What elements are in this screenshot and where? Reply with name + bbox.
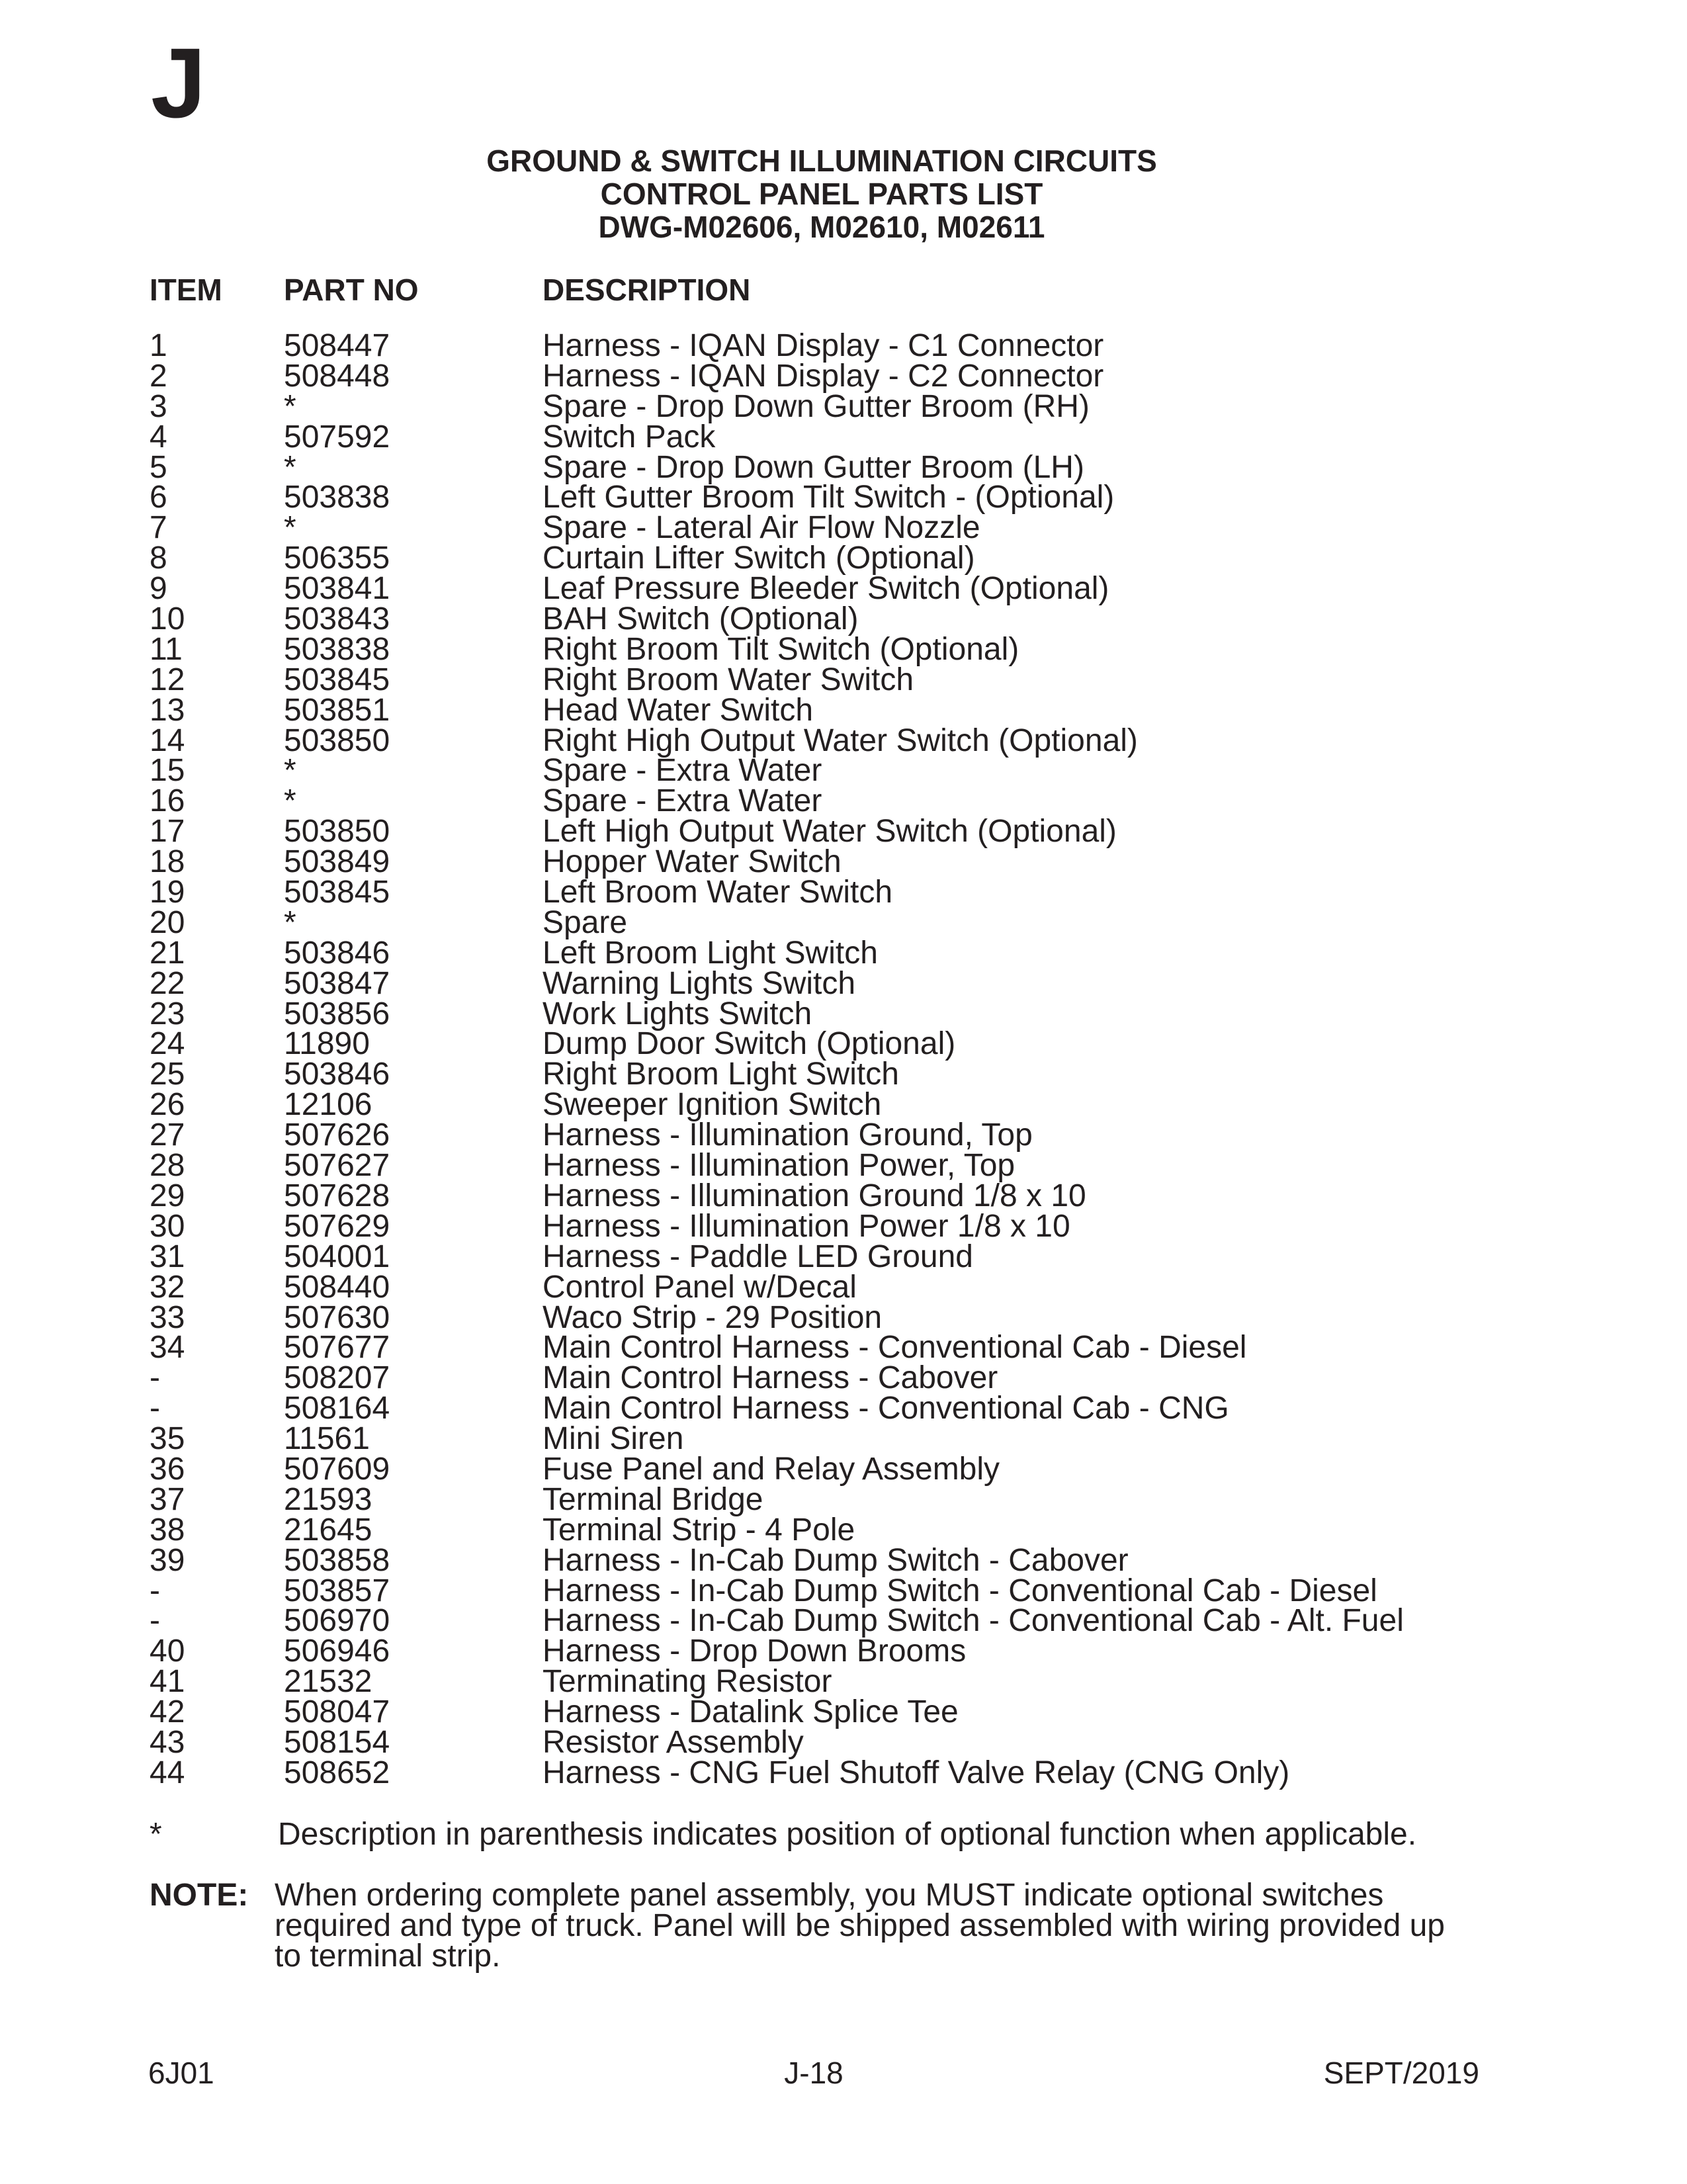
part-number: 503838 bbox=[284, 480, 390, 515]
note-label: NOTE: bbox=[150, 1878, 249, 1913]
part-number: 503850 bbox=[284, 722, 390, 758]
table-row bbox=[0, 904, 1687, 940]
part-description: Sweeper Ignition Switch bbox=[542, 1087, 882, 1123]
table-row bbox=[0, 1724, 1687, 1760]
footnote-text: Description in parenthesis indicates position of optional function when applicable. bbox=[278, 1817, 1417, 1852]
item-number: 4 bbox=[150, 419, 167, 455]
part-number: 508047 bbox=[284, 1694, 390, 1730]
title-line-1: GROUND & SWITCH ILLUMINATION CIRCUITS bbox=[486, 144, 1157, 178]
item-number: 19 bbox=[150, 875, 185, 910]
part-number: 503847 bbox=[284, 965, 390, 1001]
part-number: 507628 bbox=[284, 1178, 390, 1213]
item-number: 21 bbox=[150, 935, 185, 971]
item-number: - bbox=[150, 1603, 160, 1639]
table-row bbox=[0, 965, 1687, 1001]
table-row bbox=[0, 1694, 1687, 1730]
part-number: 503841 bbox=[284, 571, 390, 607]
part-description: Head Water Switch bbox=[542, 692, 814, 728]
part-description: Harness - Illumination Ground 1/8 x 10 bbox=[542, 1178, 1086, 1213]
part-description: Harness - In-Cab Dump Switch - Conventional Cab - Diesel bbox=[542, 1573, 1377, 1608]
item-number: 35 bbox=[150, 1421, 185, 1457]
item-number: 27 bbox=[150, 1117, 185, 1153]
part-number: 508207 bbox=[284, 1360, 390, 1396]
parts-list bbox=[0, 328, 1687, 1790]
item-number: 16 bbox=[150, 783, 185, 819]
part-description: Harness - IQAN Display - C2 Connector bbox=[542, 358, 1104, 394]
item-number: 9 bbox=[150, 571, 167, 607]
part-description: Hopper Water Switch bbox=[542, 844, 842, 880]
item-number: 14 bbox=[150, 722, 185, 758]
part-number: 506970 bbox=[284, 1603, 390, 1639]
table-row bbox=[0, 814, 1687, 850]
part-description: Main Control Harness - Cabover bbox=[542, 1360, 998, 1396]
title-line-2: CONTROL PANEL PARTS LIST bbox=[600, 177, 1043, 211]
table-row bbox=[0, 1208, 1687, 1244]
table-row bbox=[0, 1026, 1687, 1062]
part-description: Mini Siren bbox=[542, 1421, 684, 1457]
footnote-mark: * bbox=[150, 1817, 162, 1852]
part-number: 506946 bbox=[284, 1634, 390, 1669]
part-description: Spare bbox=[542, 904, 628, 940]
part-number: 503845 bbox=[284, 875, 390, 910]
part-description: Right Broom Water Switch bbox=[542, 662, 914, 697]
part-number: 503856 bbox=[284, 996, 390, 1031]
part-number: 503846 bbox=[284, 935, 390, 971]
part-description: Main Control Harness - Conventional Cab - Diesel bbox=[542, 1330, 1247, 1366]
part-description: Switch Pack bbox=[542, 419, 716, 455]
parts-table-header bbox=[0, 270, 1687, 310]
table-row bbox=[0, 1755, 1687, 1790]
item-number: 28 bbox=[150, 1148, 185, 1184]
table-row bbox=[0, 935, 1687, 971]
part-description: Harness - In-Cab Dump Switch - Conventional Cab - Alt. Fuel bbox=[542, 1603, 1404, 1639]
part-number: * bbox=[284, 783, 296, 819]
part-number: 506355 bbox=[284, 541, 390, 576]
section-letter: J bbox=[151, 27, 206, 138]
part-description: Spare - Extra Water bbox=[542, 753, 822, 789]
table-row bbox=[0, 482, 1687, 513]
part-description: Warning Lights Switch bbox=[542, 965, 856, 1001]
footer-doc-code: 6J01 bbox=[148, 2056, 214, 2090]
table-row bbox=[0, 692, 1687, 728]
table-row bbox=[0, 631, 1687, 667]
table-row bbox=[0, 510, 1687, 546]
part-description: Right High Output Water Switch (Optional) bbox=[542, 722, 1138, 758]
item-number: 38 bbox=[150, 1512, 185, 1548]
part-number: 503858 bbox=[284, 1542, 390, 1578]
part-number: 503838 bbox=[284, 631, 390, 667]
table-row bbox=[0, 1664, 1687, 1700]
table-row bbox=[0, 1059, 1687, 1090]
item-number: 12 bbox=[150, 662, 185, 697]
part-description: Work Lights Switch bbox=[542, 996, 812, 1031]
part-number: 508440 bbox=[284, 1269, 390, 1305]
part-description: Curtain Lifter Switch (Optional) bbox=[542, 541, 975, 576]
table-row bbox=[0, 419, 1687, 455]
part-description: Right Broom Light Switch bbox=[542, 1057, 899, 1092]
part-number: 504001 bbox=[284, 1239, 390, 1274]
part-number: 507609 bbox=[284, 1451, 390, 1487]
item-number: 5 bbox=[150, 449, 167, 485]
item-number: 8 bbox=[150, 541, 167, 576]
item-number: 3 bbox=[150, 388, 167, 424]
table-row bbox=[0, 328, 1687, 363]
table-row bbox=[0, 449, 1687, 485]
item-number: - bbox=[150, 1573, 160, 1608]
part-description: Terminal Strip - 4 Pole bbox=[542, 1512, 855, 1548]
table-row bbox=[0, 1330, 1687, 1366]
part-description: Terminating Resistor bbox=[542, 1664, 832, 1700]
part-description: Left Broom Water Switch bbox=[542, 875, 893, 910]
item-number: 26 bbox=[150, 1087, 185, 1123]
part-number: 508652 bbox=[284, 1755, 390, 1790]
part-number: 503849 bbox=[284, 844, 390, 880]
footer-date: SEPT/2019 bbox=[1323, 2056, 1479, 2090]
part-description: Harness - In-Cab Dump Switch - Cabover bbox=[542, 1542, 1129, 1578]
item-number: 31 bbox=[150, 1239, 185, 1274]
part-number: 12106 bbox=[284, 1087, 372, 1123]
table-row bbox=[0, 753, 1687, 789]
part-number: * bbox=[284, 388, 296, 424]
table-row bbox=[0, 1360, 1687, 1396]
part-number: 507627 bbox=[284, 1148, 390, 1184]
table-row bbox=[0, 601, 1687, 637]
item-number: 15 bbox=[150, 753, 185, 789]
item-number: 33 bbox=[150, 1299, 185, 1335]
table-row bbox=[0, 1573, 1687, 1608]
part-description: Harness - Datalink Splice Tee bbox=[542, 1694, 959, 1730]
part-description: Left Broom Light Switch bbox=[542, 935, 878, 971]
item-number: - bbox=[150, 1360, 160, 1396]
item-number: 6 bbox=[150, 480, 167, 515]
table-row bbox=[0, 1542, 1687, 1578]
table-row bbox=[0, 1117, 1687, 1153]
item-number: 36 bbox=[150, 1451, 185, 1487]
document-title bbox=[0, 144, 1643, 243]
part-description: Fuse Panel and Relay Assembly bbox=[542, 1451, 1000, 1487]
table-row bbox=[0, 844, 1687, 880]
table-row bbox=[0, 571, 1687, 607]
part-number: 507677 bbox=[284, 1330, 390, 1366]
table-row bbox=[0, 1148, 1687, 1184]
table-row bbox=[0, 877, 1687, 908]
table-row bbox=[0, 358, 1687, 394]
part-description: Spare - Drop Down Gutter Broom (RH) bbox=[542, 388, 1090, 424]
item-number: - bbox=[150, 1391, 160, 1426]
table-row bbox=[0, 1512, 1687, 1548]
table-row bbox=[0, 1421, 1687, 1457]
column-header-item: ITEM bbox=[150, 273, 222, 307]
table-row bbox=[0, 1269, 1687, 1305]
part-description: Harness - Illumination Power, Top bbox=[542, 1148, 1016, 1184]
table-row bbox=[0, 1239, 1687, 1274]
part-number: 503850 bbox=[284, 814, 390, 850]
item-number: 29 bbox=[150, 1178, 185, 1213]
part-description: Waco Strip - 29 Position bbox=[542, 1299, 883, 1335]
part-description: Control Panel w/Decal bbox=[542, 1269, 857, 1305]
part-description: Harness - Paddle LED Ground bbox=[542, 1239, 973, 1274]
part-number: 507629 bbox=[284, 1208, 390, 1244]
part-description: Harness - Drop Down Brooms bbox=[542, 1634, 967, 1669]
part-number: 21593 bbox=[284, 1481, 372, 1517]
table-row bbox=[0, 1178, 1687, 1213]
item-number: 11 bbox=[150, 631, 183, 667]
item-number: 30 bbox=[150, 1208, 185, 1244]
part-number: * bbox=[284, 449, 296, 485]
part-number: * bbox=[284, 753, 296, 789]
part-number: 508448 bbox=[284, 358, 390, 394]
part-number: 503846 bbox=[284, 1057, 390, 1092]
part-number: 11561 bbox=[284, 1421, 370, 1457]
part-number: 508447 bbox=[284, 328, 390, 363]
part-number: 503851 bbox=[284, 692, 390, 728]
item-number: 23 bbox=[150, 996, 185, 1031]
item-number: 44 bbox=[150, 1755, 185, 1790]
part-description: Harness - Illumination Ground, Top bbox=[542, 1117, 1033, 1153]
item-number: 43 bbox=[150, 1724, 185, 1760]
part-number: * bbox=[284, 904, 296, 940]
part-description: Resistor Assembly bbox=[542, 1724, 804, 1760]
part-number: 507592 bbox=[284, 419, 390, 455]
part-description: Harness - IQAN Display - C1 Connector bbox=[542, 328, 1104, 363]
part-description: Harness - Illumination Power 1/8 x 10 bbox=[542, 1208, 1070, 1244]
item-number: 17 bbox=[150, 814, 185, 850]
part-number: 507630 bbox=[284, 1299, 390, 1335]
column-header-part-no: PART NO bbox=[284, 273, 419, 307]
part-description: Left High Output Water Switch (Optional) bbox=[542, 814, 1117, 850]
table-row bbox=[0, 1393, 1687, 1424]
table-row bbox=[0, 1636, 1687, 1667]
table-row bbox=[0, 1603, 1687, 1639]
item-number: 40 bbox=[150, 1634, 185, 1669]
table-row bbox=[0, 1451, 1687, 1487]
item-number: 32 bbox=[150, 1269, 185, 1305]
table-row bbox=[0, 388, 1687, 424]
item-number: 41 bbox=[150, 1664, 185, 1700]
table-row bbox=[0, 1299, 1687, 1335]
part-number: 503845 bbox=[284, 662, 390, 697]
part-number: 508154 bbox=[284, 1724, 390, 1760]
part-description: Dump Door Switch (Optional) bbox=[542, 1026, 956, 1062]
part-number: 503857 bbox=[284, 1573, 390, 1608]
part-number: 507626 bbox=[284, 1117, 390, 1153]
item-number: 20 bbox=[150, 904, 185, 940]
item-number: 39 bbox=[150, 1542, 185, 1578]
item-number: 42 bbox=[150, 1694, 185, 1730]
part-description: Leaf Pressure Bleeder Switch (Optional) bbox=[542, 571, 1109, 607]
table-row bbox=[0, 543, 1687, 574]
part-description: Terminal Bridge bbox=[542, 1481, 763, 1517]
column-header-description: DESCRIPTION bbox=[542, 273, 751, 307]
item-number: 2 bbox=[150, 358, 167, 394]
table-row bbox=[0, 1481, 1687, 1517]
part-description: Right Broom Tilt Switch (Optional) bbox=[542, 631, 1019, 667]
part-description: Spare - Extra Water bbox=[542, 783, 822, 819]
table-row bbox=[0, 722, 1687, 758]
part-number: 503843 bbox=[284, 601, 390, 637]
part-description: Main Control Harness - Conventional Cab - CNG bbox=[542, 1391, 1229, 1426]
item-number: 7 bbox=[150, 510, 167, 546]
table-row bbox=[0, 662, 1687, 697]
part-number: 21645 bbox=[284, 1512, 372, 1548]
table-row bbox=[0, 1087, 1687, 1123]
item-number: 13 bbox=[150, 692, 185, 728]
part-number: * bbox=[284, 510, 296, 546]
part-number: 21532 bbox=[284, 1664, 372, 1700]
table-row bbox=[0, 996, 1687, 1031]
item-number: 37 bbox=[150, 1481, 185, 1517]
item-number: 18 bbox=[150, 844, 185, 880]
part-description: Spare - Lateral Air Flow Nozzle bbox=[542, 510, 980, 546]
footer-page-number: J-18 bbox=[784, 2056, 844, 2090]
item-number: 25 bbox=[150, 1057, 185, 1092]
table-row bbox=[0, 783, 1687, 819]
item-number: 34 bbox=[150, 1330, 185, 1366]
item-number: 1 bbox=[150, 328, 167, 363]
item-number: 22 bbox=[150, 965, 185, 1001]
part-description: Spare - Drop Down Gutter Broom (LH) bbox=[542, 449, 1084, 485]
part-description: BAH Switch (Optional) bbox=[542, 601, 859, 637]
part-description: Left Gutter Broom Tilt Switch - (Optional) bbox=[542, 480, 1115, 515]
item-number: 24 bbox=[150, 1026, 185, 1062]
title-line-3: DWG-M02606, M02610, M02611 bbox=[598, 210, 1045, 244]
part-number: 508164 bbox=[284, 1391, 390, 1426]
part-description: Harness - CNG Fuel Shutoff Valve Relay (CNG Only) bbox=[542, 1755, 1290, 1790]
part-number: 11890 bbox=[284, 1026, 370, 1062]
note-text: When ordering complete panel assembly, you MUST indicate optional switches required and type of truck. Panel will be shipped assembled with wiring provided up to terminal strip. bbox=[275, 1878, 1445, 1974]
item-number: 10 bbox=[150, 601, 185, 637]
